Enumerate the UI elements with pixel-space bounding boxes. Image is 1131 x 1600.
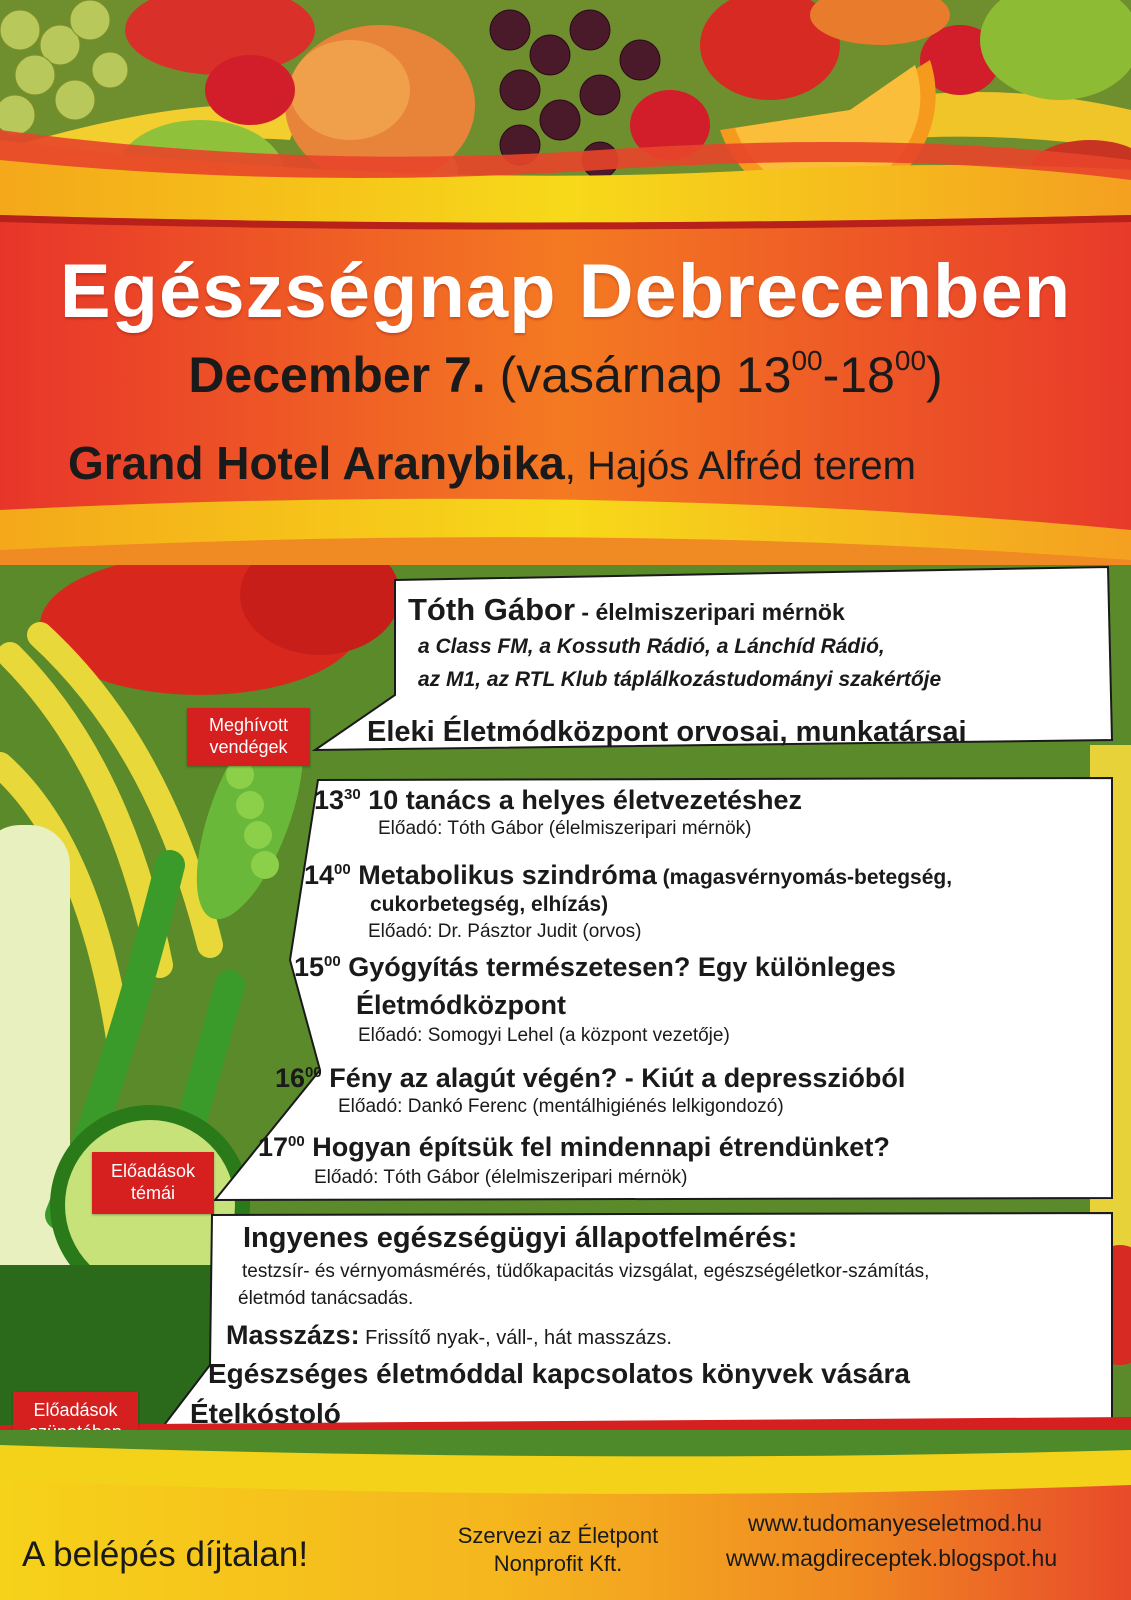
website-link-1[interactable]: www.tudomanyeseletmod.hu bbox=[748, 1510, 1043, 1536]
event-venue bbox=[68, 436, 916, 490]
talk-2-min: 00 bbox=[334, 861, 351, 878]
event-date bbox=[0, 345, 1131, 403]
talk-5-hour: 17 bbox=[258, 1132, 289, 1162]
date-end-minutes: 00 bbox=[894, 345, 927, 376]
talk-4-title bbox=[275, 1063, 905, 1094]
talk-2-text: Metabolikus szindróma bbox=[350, 860, 657, 890]
talk-5-speaker: Előadó: Tóth Gábor (élelmiszeripari mérnök) bbox=[314, 1167, 688, 1188]
book-fair: Egészséges életmóddal kapcsolatos könyvek vására bbox=[208, 1358, 910, 1389]
talk-3-min: 00 bbox=[324, 953, 341, 970]
label-guests bbox=[187, 708, 310, 766]
talk-3-title bbox=[294, 952, 896, 983]
guest-main-desc-1: a Class FM, a Kossuth Rádió, a Lánchíd Rádió, bbox=[418, 635, 885, 658]
talk-4-hour: 16 bbox=[275, 1063, 306, 1093]
date-time-prefix: (vasárnap 13 bbox=[485, 347, 792, 403]
guest-main-role: - élelmiszeripari mérnök bbox=[575, 599, 845, 625]
talk-3-title-line2: Életmódközpont bbox=[356, 990, 566, 1020]
guest-main-desc-2: az M1, az RTL Klub táplálkozástudományi szakértője bbox=[418, 668, 942, 691]
talk-1-min: 30 bbox=[344, 786, 361, 803]
talk-4-text: Fény az alagút végén? - Kiút a depresszióból bbox=[321, 1063, 906, 1093]
date-dash: -18 bbox=[822, 347, 895, 403]
label-talks-line1: Előadások bbox=[110, 1161, 196, 1181]
label-guests-line2: vendégek bbox=[209, 737, 288, 757]
organizer-line-2: Nonprofit Kft. bbox=[493, 1551, 623, 1576]
label-breaks-line1: Előadások bbox=[33, 1400, 118, 1420]
talk-5-text: Hogyan építsük fel mindennapi étrendünket? bbox=[304, 1132, 890, 1162]
venue-room: , Hajós Alfréd terem bbox=[564, 444, 916, 488]
page-title: Egészségnap Debrecenben bbox=[59, 249, 1072, 334]
talk-2-speaker: Előadó: Dr. Pásztor Judit (orvos) bbox=[368, 921, 642, 942]
talk-5-title bbox=[258, 1132, 890, 1163]
talk-3-speaker: Előadó: Somogyi Lehel (a központ vezetője) bbox=[358, 1025, 730, 1046]
guest-second: Eleki Életmódközpont orvosai, munkatársai bbox=[367, 716, 967, 748]
talk-1-speaker: Előadó: Tóth Gábor (élelmiszeripari mérnök) bbox=[378, 818, 752, 839]
website-link-2[interactable]: www.magdireceptek.blogspot.hu bbox=[726, 1545, 1058, 1571]
talk-3-text: Gyógyítás természetesen? Egy különleges bbox=[340, 952, 896, 982]
talk-1-title bbox=[314, 785, 802, 816]
checkup-title: Ingyenes egészségügyi állapotfelmérés: bbox=[243, 1222, 798, 1254]
checkup-line-1: testzsír- és vérnyomásmérés, tüdőkapacitás vizsgálat, egészségéletkor-számítás, bbox=[242, 1261, 930, 1282]
talk-2-extra: (magasvérnyomás-betegség, bbox=[656, 866, 953, 889]
talk-2-title-line2: cukorbetegség, elhízás) bbox=[370, 893, 609, 916]
guest-main-name: Tóth Gábor bbox=[408, 592, 576, 627]
talk-5-min: 00 bbox=[288, 1133, 305, 1150]
guest-main bbox=[408, 592, 845, 628]
talk-3-hour: 15 bbox=[294, 952, 325, 982]
organizer-line-1: Szervezi az Életpont bbox=[457, 1523, 659, 1548]
food-tasting: Ételkóstoló bbox=[190, 1398, 341, 1429]
talk-4-min: 00 bbox=[305, 1064, 322, 1081]
massage-title: Masszázs: bbox=[226, 1320, 360, 1350]
talk-2-hour: 14 bbox=[304, 860, 335, 890]
label-guests-line1: Meghívott bbox=[208, 715, 289, 735]
date-close: ) bbox=[926, 347, 943, 403]
talk-1-hour: 13 bbox=[314, 785, 345, 815]
massage-desc: Frissítő nyak-, váll-, hát masszázs. bbox=[359, 1327, 672, 1349]
talk-4-speaker: Előadó: Dankó Ferenc (mentálhigiénés lelkigondozó) bbox=[338, 1096, 784, 1117]
venue-name: Grand Hotel Aranybika bbox=[68, 437, 565, 489]
massage bbox=[226, 1320, 672, 1351]
date-bold: December 7. bbox=[188, 347, 486, 403]
talk-1-text: 10 tanács a helyes életvezetéshez bbox=[360, 785, 803, 815]
date-start-minutes: 00 bbox=[791, 345, 823, 376]
talk-2-title bbox=[304, 860, 952, 891]
label-talks-line2: témái bbox=[130, 1183, 175, 1203]
checkup-line-2: életmód tanácsadás. bbox=[238, 1288, 414, 1309]
free-entry: A belépés díjtalan! bbox=[22, 1535, 309, 1574]
